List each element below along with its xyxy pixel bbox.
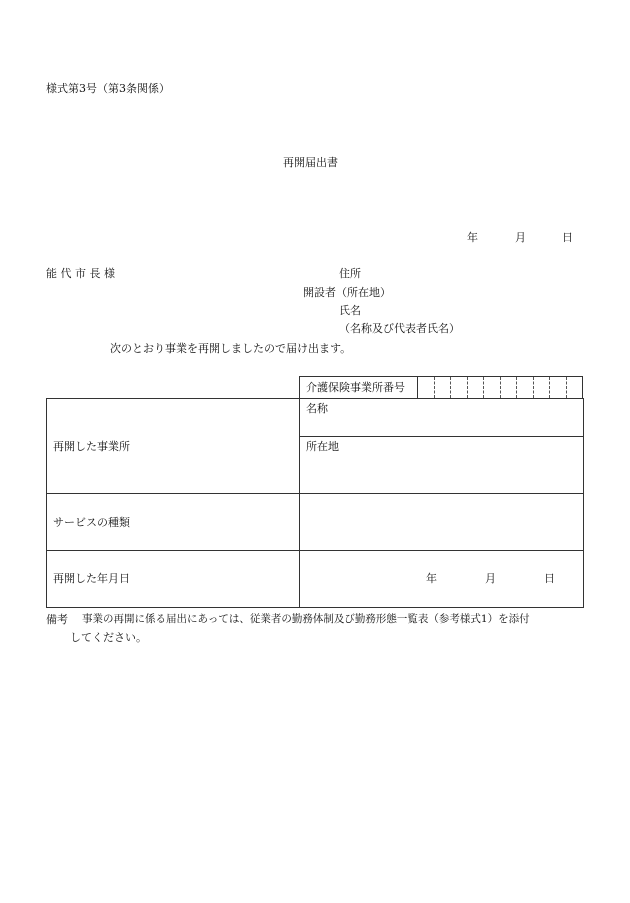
date-label-cell <box>47 551 300 608</box>
office-number-digit-box[interactable] <box>517 377 534 398</box>
service-label-cell <box>47 494 300 551</box>
reopen-year-label: 年 <box>426 572 437 585</box>
reopen-month-label: 月 <box>485 572 496 585</box>
reopen-day-label: 日 <box>544 572 555 585</box>
name-label: 氏名 <box>339 304 361 317</box>
office-location-cell[interactable] <box>300 437 584 494</box>
reopen-date-cell[interactable] <box>300 551 584 608</box>
reopen-date-label: 再開した年月日 <box>53 572 130 585</box>
office-number-digit-box[interactable] <box>501 377 518 398</box>
office-number-digit-box[interactable] <box>418 377 435 398</box>
office-label-cell <box>47 399 300 494</box>
office-number-digit-box[interactable] <box>484 377 501 398</box>
report-table <box>46 398 584 608</box>
document-title: 再開届出書 <box>283 156 338 169</box>
date-year-label: 年 <box>467 231 478 244</box>
service-type-cell[interactable] <box>300 494 584 551</box>
remarks-line-2: してください。 <box>70 631 147 644</box>
office-number-digit-box[interactable] <box>550 377 567 398</box>
service-label: サービスの種類 <box>53 516 130 529</box>
name-note: （名称及び代表者氏名） <box>339 322 460 335</box>
establisher-label: 開設者（所在地） <box>303 286 391 299</box>
office-number-digit-box[interactable] <box>435 377 452 398</box>
addressee: 能 代 市 長 様 <box>46 267 115 280</box>
date-day-label: 日 <box>562 231 573 244</box>
office-number-label: 介護保険事業所番号 <box>300 377 418 398</box>
office-number-digit-box[interactable] <box>468 377 485 398</box>
office-location-label: 所在地 <box>306 440 339 453</box>
remarks-label: 備考 <box>46 613 68 626</box>
office-number-digit-box[interactable] <box>534 377 551 398</box>
office-name-label: 名称 <box>306 402 328 415</box>
date-month-label: 月 <box>515 231 526 244</box>
office-label: 再開した事業所 <box>53 440 130 453</box>
office-number-digit-box[interactable] <box>451 377 468 398</box>
office-number-row <box>299 376 583 398</box>
office-name-cell[interactable] <box>300 399 584 437</box>
remarks-line-1: 事業の再開に係る届出にあっては、従業者の勤務体制及び勤務形態一覧表（参考様式1）を添付 <box>82 613 530 625</box>
office-number-digit-box[interactable] <box>567 377 583 398</box>
intro-text: 次のとおり事業を再開しましたので届け出ます。 <box>110 342 352 355</box>
address-label: 住所 <box>339 267 361 280</box>
form-number: 様式第3号（第3条関係） <box>46 82 170 95</box>
